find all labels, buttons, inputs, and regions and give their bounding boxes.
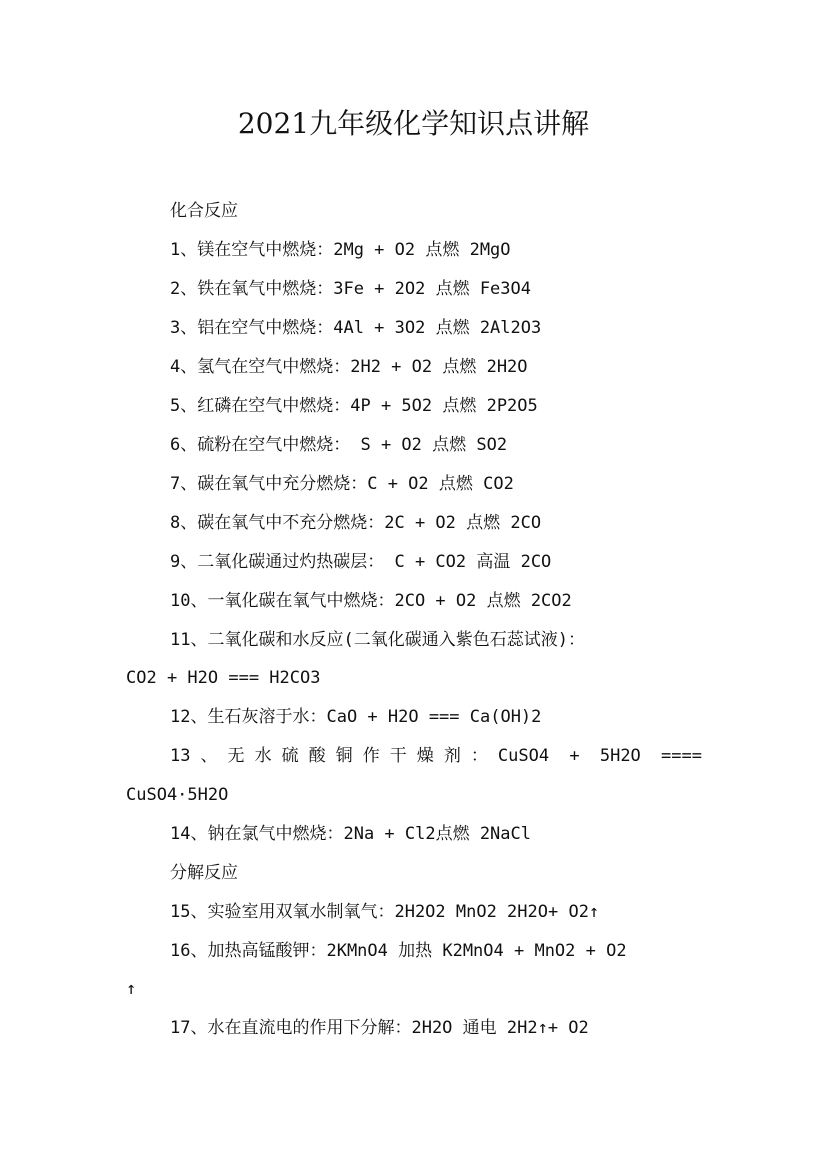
equation-line-15: 15、实验室用双氧水制氧气：2H2O2 MnO2 2H2O+ O2↑ xyxy=(170,902,600,922)
equation-line-16-continued: ↑ xyxy=(126,979,137,999)
section-heading-decomposition: 分解反应 xyxy=(170,863,238,883)
equation-line-4: 4、氢气在空气中燃烧：2H2 + O2 点燃 2H2O xyxy=(170,357,528,377)
equation-line-3: 3、铝在空气中燃烧：4Al + 3O2 点燃 2Al2O3 xyxy=(170,318,542,338)
equation-line-13-continued: CuSO4·5H2O xyxy=(126,785,229,805)
equation-line-13: 13、无水硫酸铜作干燥剂：CuSO4 + 5H2O ==== xyxy=(170,746,702,766)
equation-line-8: 8、碳在氧气中不充分燃烧：2C + O2 点燃 2CO xyxy=(170,513,542,533)
equation-line-17: 17、水在直流电的作用下分解：2H2O 通电 2H2↑+ O2 xyxy=(170,1018,589,1038)
equation-line-7: 7、碳在氧气中充分燃烧：C + O2 点燃 CO2 xyxy=(170,474,514,494)
section-heading-combination: 化合反应 xyxy=(170,201,238,221)
equation-line-9: 9、二氧化碳通过灼热碳层： C + CO2 高温 2CO xyxy=(170,552,552,572)
equation-line-16: 16、加热高锰酸钾：2KMnO4 加热 K2MnO4 + MnO2 + O2 xyxy=(170,941,627,961)
equation-line-11-continued: CO2 + H2O === H2CO3 xyxy=(126,668,321,688)
equation-line-2: 2、铁在氧气中燃烧：3Fe + 2O2 点燃 Fe3O4 xyxy=(170,279,531,299)
equation-line-12: 12、生石灰溶于水：CaO + H2O === Ca(OH)2 xyxy=(170,707,542,727)
equation-line-10: 10、一氧化碳在氧气中燃烧：2CO + O2 点燃 2CO2 xyxy=(170,591,572,611)
equation-line-11: 11、二氧化碳和水反应(二氧化碳通入紫色石蕊试液)： xyxy=(170,630,585,650)
equation-line-5: 5、红磷在空气中燃烧：4P + 5O2 点燃 2P2O5 xyxy=(170,396,538,416)
page-title: 2021九年级化学知识点讲解 xyxy=(237,107,590,140)
equation-line-1: 1、镁在空气中燃烧：2Mg + O2 点燃 2MgO xyxy=(170,240,511,260)
equation-line-6: 6、硫粉在空气中燃烧： S + O2 点燃 SO2 xyxy=(170,435,508,455)
equation-line-14: 14、钠在氯气中燃烧：2Na + Cl2点燃 2NaCl xyxy=(170,824,531,844)
